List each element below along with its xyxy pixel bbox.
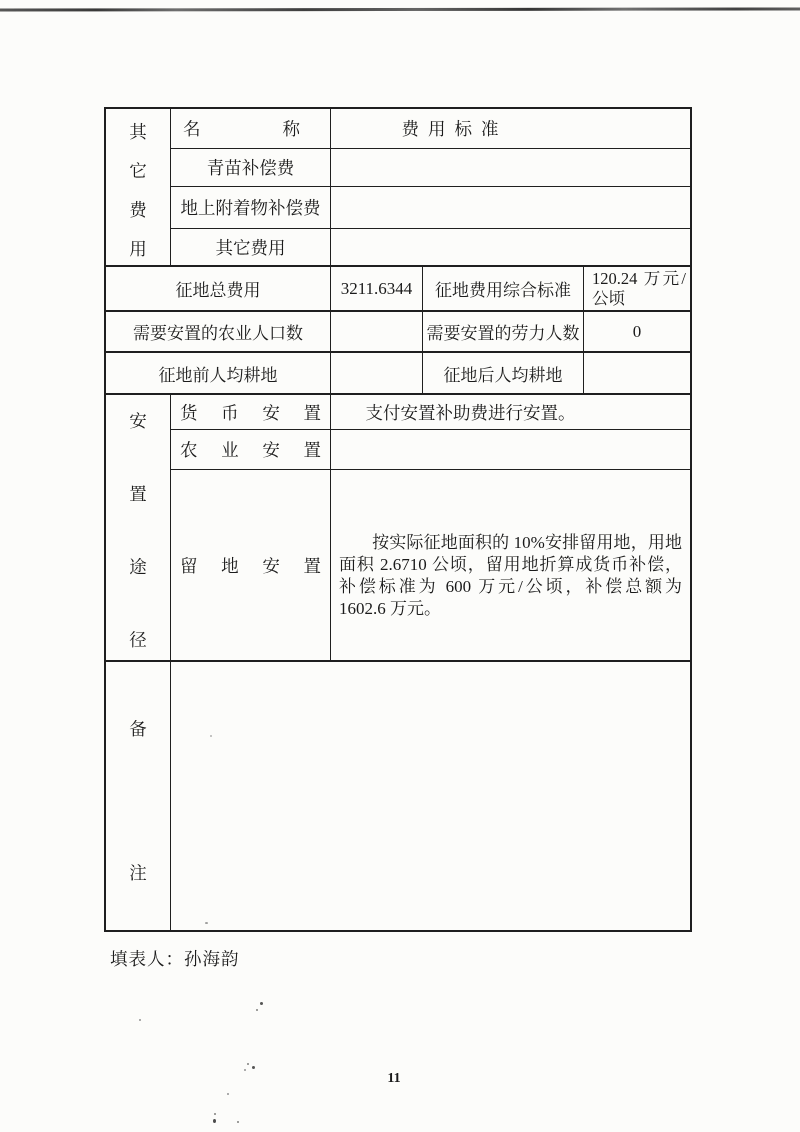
labor-count-value: 0	[632, 321, 642, 341]
fee-standard-header-label: 费用标准	[401, 119, 508, 139]
fee-standard-cell	[331, 187, 690, 228]
fee-row-other	[171, 229, 690, 265]
agricultural-resettlement-label: 农业安置	[180, 440, 321, 460]
total-fee-label-cell	[106, 267, 331, 310]
farmland-after-value-cell	[584, 353, 690, 393]
monetary-resettlement-desc: 支付安置补助费进行安置。	[365, 402, 576, 423]
name-header-label: 名称	[183, 119, 300, 139]
monetary-resettlement-desc-cell	[331, 395, 690, 429]
labor-count-label-cell	[423, 312, 584, 351]
composite-standard-label: 征地费用综合标准	[435, 281, 571, 300]
farmland-before-label-cell	[106, 353, 331, 393]
scan-speck	[237, 1121, 239, 1123]
reserved-land-resettlement-row	[171, 470, 690, 660]
side-char: 其	[129, 122, 147, 142]
land-acquisition-fee-table	[104, 107, 692, 932]
fee-row-seedling	[171, 149, 690, 187]
fee-name-label: 青苗补偿费	[206, 158, 295, 178]
agricultural-resettlement-label-cell	[171, 430, 331, 469]
side-char: 备	[129, 719, 147, 739]
fee-name-label: 其它费用	[215, 237, 286, 258]
composite-standard-value: 120.24 万元/公顷	[592, 268, 686, 308]
agri-population-label: 需要安置的农业人口数	[133, 324, 303, 343]
remarks-side-header	[106, 662, 171, 930]
monetary-resettlement-label-cell	[171, 395, 331, 429]
fee-header-row	[171, 109, 690, 149]
reserved-land-desc: 按实际征地面积的 10%安排留用地，用地面积 2.6710 公顷，留用地折算成货币补偿，补偿标准为 600 万元/公顷，补偿总额为 1602.6 万元。	[339, 533, 682, 618]
side-char: 途	[129, 557, 147, 577]
page-number: 11	[387, 1071, 401, 1086]
farmland-before-label: 征地前人均耕地	[158, 365, 278, 385]
fee-name-cell	[171, 229, 331, 265]
remarks-section	[106, 662, 690, 930]
fee-name-label: 地上附着物补偿费	[180, 198, 321, 218]
resettlement-section	[106, 395, 690, 662]
scan-speck	[260, 1002, 263, 1005]
farmland-after-label-cell	[423, 353, 584, 393]
monetary-resettlement-label: 货币安置	[180, 402, 321, 423]
side-char: 它	[129, 161, 147, 181]
agri-population-label-cell	[106, 312, 331, 351]
filler-label: 填表人：	[110, 949, 184, 969]
remarks-content-cell	[171, 662, 690, 930]
agricultural-resettlement-desc-cell	[331, 430, 690, 469]
monetary-resettlement-row	[171, 395, 690, 430]
composite-standard-value-cell	[584, 267, 690, 310]
reserved-land-label-cell	[171, 470, 331, 660]
fee-name-cell	[171, 149, 331, 186]
agricultural-resettlement-row	[171, 430, 690, 470]
scan-speck	[213, 1119, 216, 1123]
form-filler-line	[110, 946, 240, 971]
reserved-land-desc-cell	[331, 470, 690, 660]
side-char: 安	[129, 411, 147, 431]
other-fees-side-header	[106, 109, 171, 265]
farmland-before-value-cell	[331, 353, 423, 393]
reserved-land-label: 留地安置	[180, 555, 321, 576]
fee-standard-header-cell	[331, 109, 690, 148]
side-char: 费	[129, 200, 147, 220]
resettlement-side-header	[106, 395, 171, 660]
farmland-row	[106, 353, 690, 395]
total-fee-value: 3211.6344	[340, 278, 413, 298]
composite-standard-label-cell	[423, 267, 584, 310]
fee-row-attachments	[171, 187, 690, 229]
scan-speck	[247, 1063, 249, 1065]
population-row	[106, 312, 690, 353]
fee-standard-cell	[331, 229, 690, 265]
scan-speck	[139, 1019, 141, 1021]
name-header-cell	[171, 109, 331, 148]
filler-name: 孙海韵	[184, 949, 240, 969]
total-fee-label: 征地总费用	[175, 281, 261, 300]
total-fee-value-cell	[331, 267, 423, 310]
scan-speck	[256, 1009, 258, 1011]
side-char: 置	[129, 484, 147, 504]
side-char: 注	[129, 863, 147, 883]
labor-count-value-cell	[584, 312, 690, 351]
agri-population-value-cell	[331, 312, 423, 351]
fee-name-cell	[171, 187, 331, 228]
scan-speck	[214, 1113, 216, 1115]
scan-speck	[252, 1066, 255, 1069]
scan-speck	[227, 1093, 229, 1095]
total-fee-row	[106, 267, 690, 312]
farmland-after-label: 征地后人均耕地	[443, 365, 563, 385]
side-char: 用	[129, 239, 147, 259]
labor-count-label: 需要安置的劳力人数	[426, 324, 580, 343]
fee-standard-cell	[331, 149, 690, 186]
side-char: 径	[129, 630, 147, 650]
scan-artifact-line	[0, 7, 800, 11]
other-fees-section	[106, 109, 690, 267]
